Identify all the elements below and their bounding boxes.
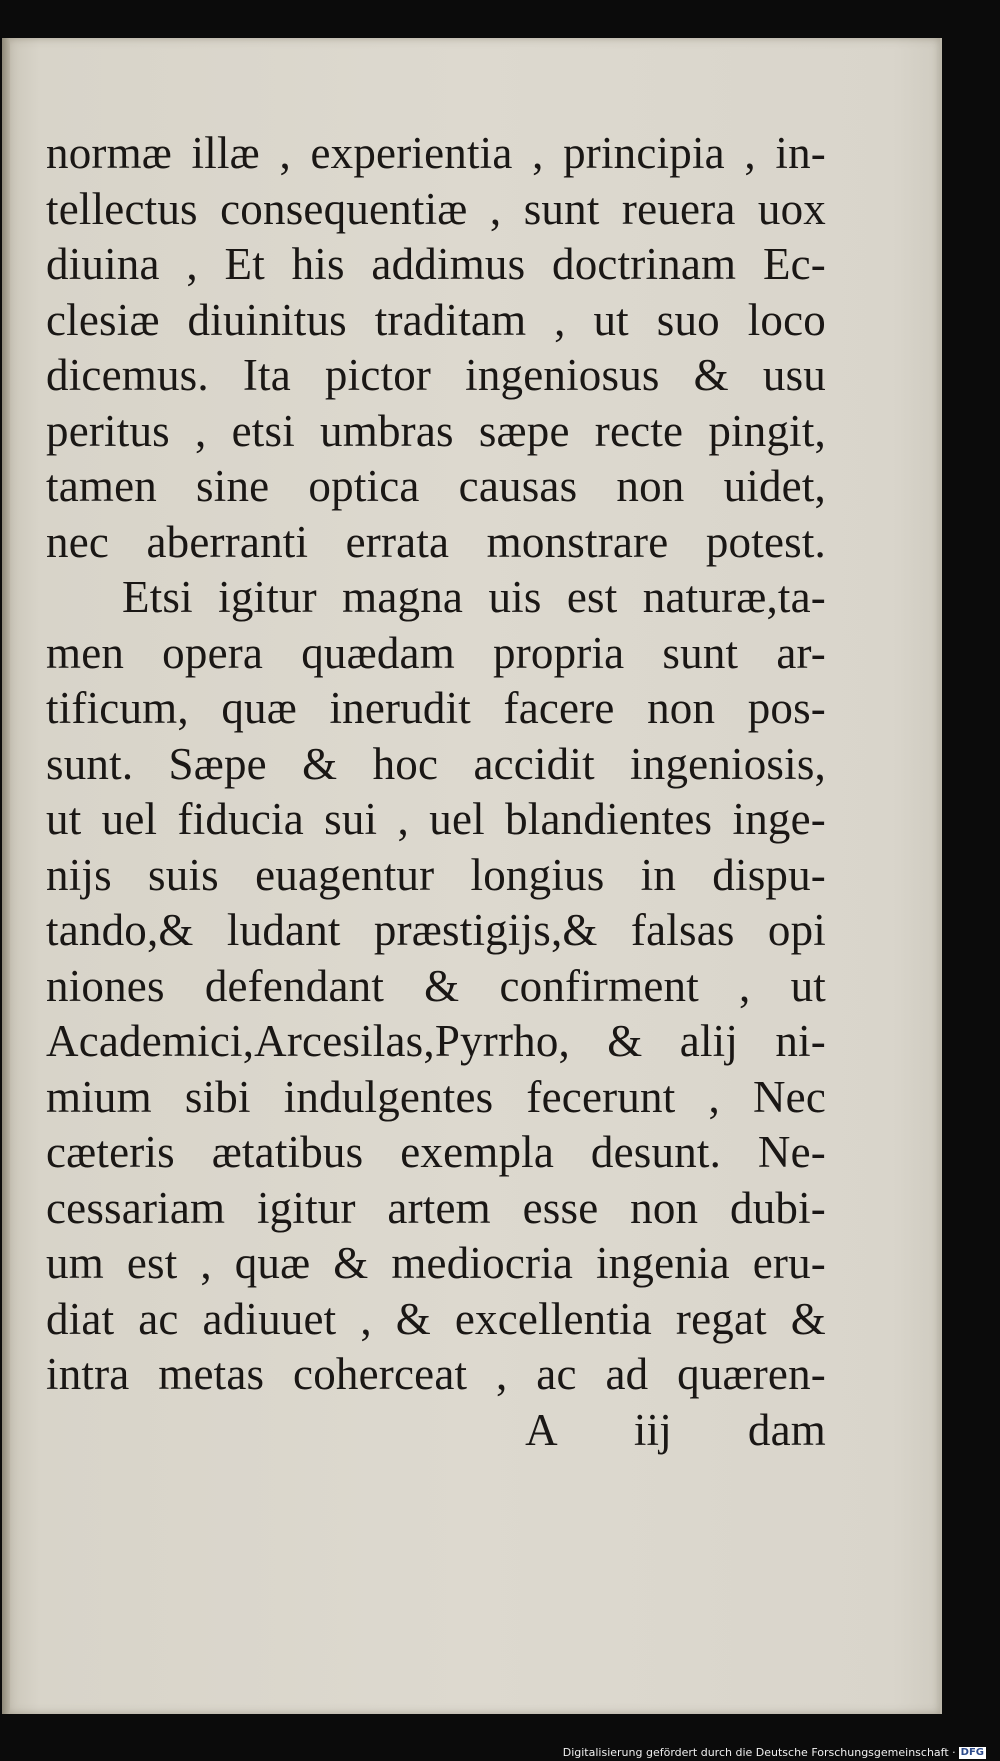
text-line: tellectus consequentiæ , sunt reuera uox bbox=[46, 183, 826, 234]
text-line: ut uel fiducia sui , uel blandientes inge- bbox=[46, 794, 826, 844]
text-line: sunt. Sæpe & hoc accidit ingeniosis, bbox=[46, 738, 826, 789]
text-line: cæteris ætatibus exempla desunt. Ne- bbox=[46, 1127, 826, 1177]
signature-catchword-line bbox=[46, 1403, 826, 1459]
text-line: tando,& ludant præstigijs,& falsas opi bbox=[46, 905, 826, 955]
text-line: Academici,Arcesilas,Pyrrho, & alij ni- bbox=[46, 1016, 826, 1066]
text-line: nec aberranti errata monstrare potest. bbox=[46, 516, 826, 567]
paragraph-start-line: Etsi igitur magna uis est naturæ,ta- bbox=[122, 572, 826, 622]
book-page bbox=[2, 38, 942, 1714]
text-line: cessariam igitur artem esse non dubi- bbox=[46, 1182, 826, 1233]
text-line: intra metas coherceat , ac ad quæren- bbox=[46, 1349, 826, 1399]
text-line: diuina , Et his addimus doctrinam Ec- bbox=[46, 239, 826, 289]
signature-number: iij bbox=[633, 1404, 672, 1455]
text-line: tificum, quæ inerudit facere non pos- bbox=[46, 683, 826, 733]
text-line: clesiæ diuinitus traditam , ut suo loco bbox=[46, 294, 826, 345]
text-line: nijs suis euagentur longius in dispu- bbox=[46, 849, 826, 900]
page-text-block bbox=[46, 126, 826, 1458]
signature-mark: A bbox=[525, 1404, 558, 1455]
credit-text: Digitalisierung gefördert durch die Deutsche Forschungsgemeinschaft · bbox=[562, 1746, 956, 1759]
page-gutter-shadow bbox=[2, 38, 10, 1714]
text-line: normæ illæ , experientia , principia , in- bbox=[46, 128, 826, 178]
text-line: mium sibi indulgentes fecerunt , Nec bbox=[46, 1071, 826, 1122]
text-line: niones defendant & confirment , ut bbox=[46, 960, 826, 1011]
digitization-credit bbox=[563, 1746, 986, 1759]
text-line: tamen sine optica causas non uidet, bbox=[46, 461, 826, 511]
text-line: um est , quæ & mediocria ingenia eru- bbox=[46, 1238, 826, 1288]
dfg-logo: DFG bbox=[960, 1746, 984, 1758]
text-line: dicemus. Ita pictor ingeniosus & usu bbox=[46, 350, 826, 400]
catchword: dam bbox=[747, 1404, 826, 1455]
text-line: men opera quædam propria sunt ar- bbox=[46, 627, 826, 678]
text-line: peritus , etsi umbras sæpe recte pingit, bbox=[46, 405, 826, 456]
text-line: diat ac adiuuet , & excellentia regat & bbox=[46, 1293, 826, 1344]
